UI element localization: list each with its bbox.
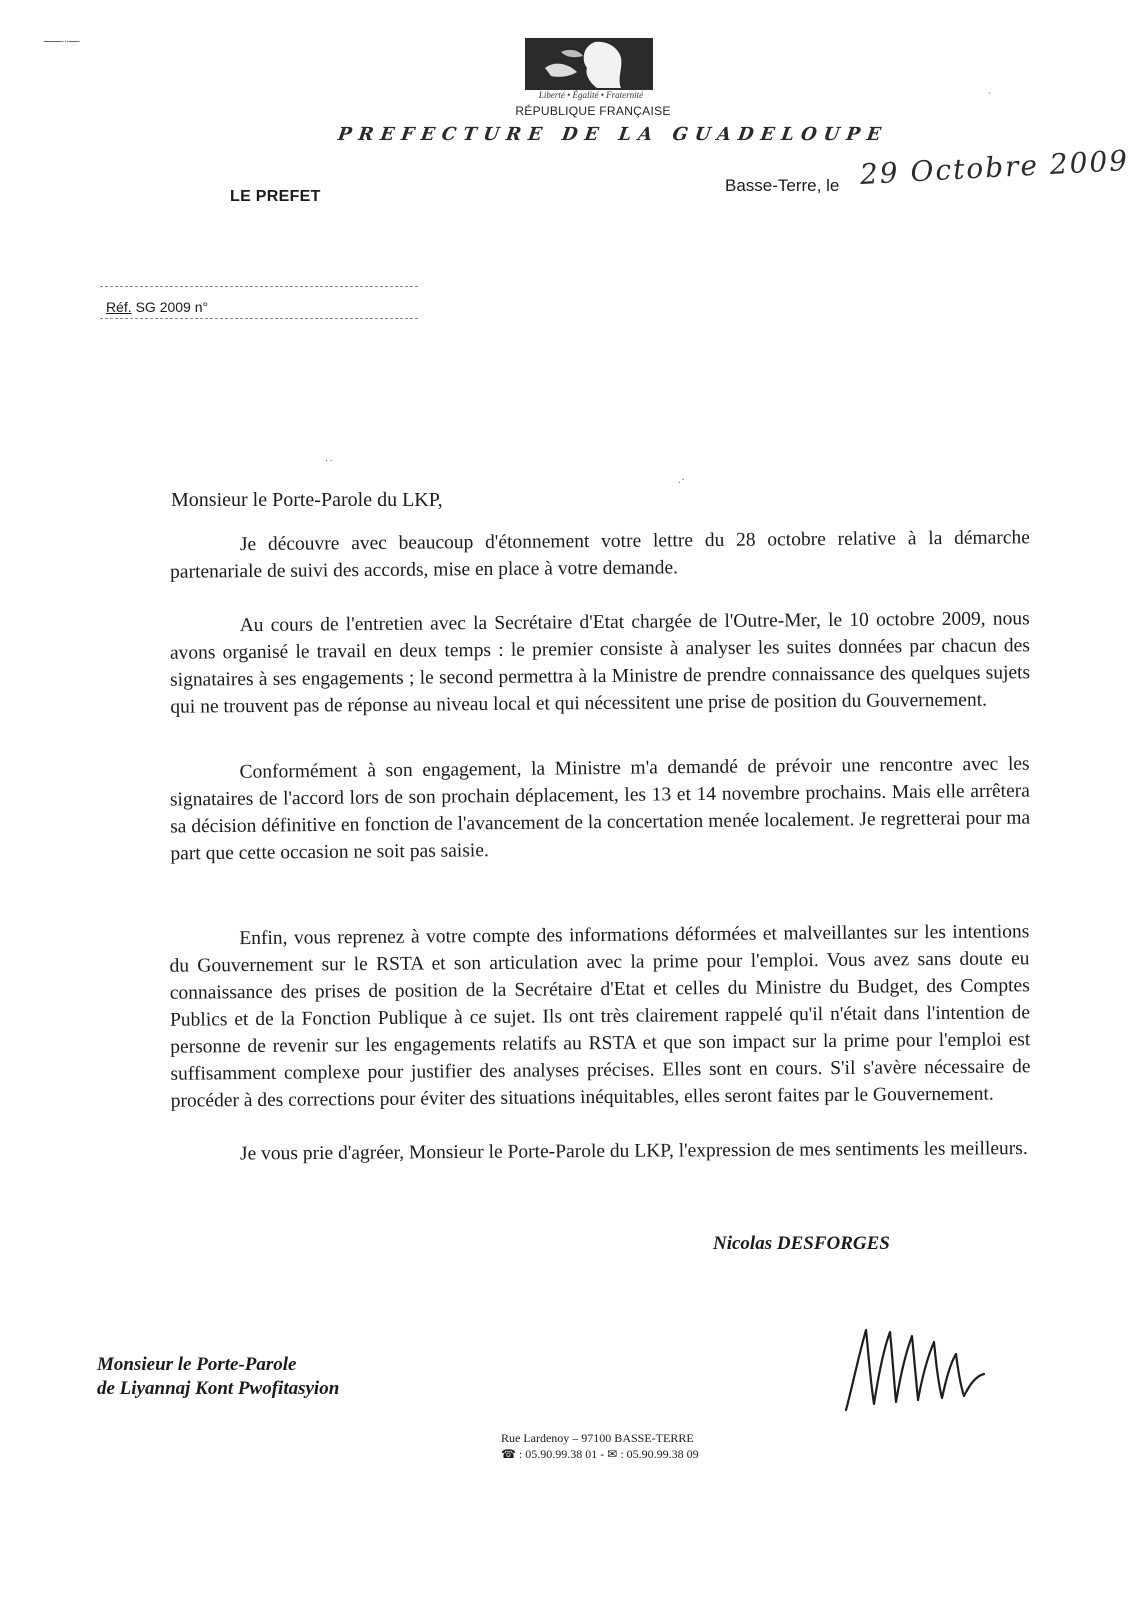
reference-number: SG 2009 n° (131, 299, 209, 315)
scan-speck: ·· (325, 456, 334, 467)
scan-speck: ـــ...ــــــ. (44, 34, 81, 45)
reference-prefix: Réf. (106, 299, 132, 315)
prefecture-heading: PREFECTURE DE LA GUADELOUPE (336, 124, 890, 145)
logo-motto: Liberté • Égalité • Fraternité (538, 90, 644, 100)
place-label: Basse-Terre, le (725, 176, 840, 195)
salutation: Monsieur le Porte-Parole du LKP, (171, 489, 443, 511)
footer-phone-fax: ☎ : 05.90.99.38 01 - ✉ : 05.90.99.38 09 (501, 1447, 699, 1461)
recipient-line: de Liyannaj Kont Pwofitasyion (97, 1378, 340, 1399)
letter-paragraph: Je vous prie d'agréer, Monsieur le Porte-Parole du LKP, l'expression de mes sentiments les meilleurs. (239, 1138, 1028, 1165)
signer-name: Nicolas DESFORGES (713, 1233, 890, 1254)
divider (100, 286, 418, 287)
sender-title: LE PREFET (230, 188, 321, 205)
letter-paragraph: Conformément à son engagement, la Ministre m'a demandé de prévoir une rencontre avec les signataires de l'accord lors de son prochain déplacement, les 13 et 14 novembre prochains. Mais elle arrêtera sa décision définitive en fonction de l'avancement de la concertation menée localement. Je regretterai pour ma part que cette occasion ne soit pas saisie. (169, 753, 1031, 865)
divider (100, 318, 418, 319)
footer-address: Rue Lardenoy – 97100 BASSE-TERRE (501, 1431, 694, 1445)
letter-paragraph: Enfin, vous reprenez à votre compte des informations déformées et malveillantes sur les intentions du Gouvernement sur le RSTA et son articulation avec la prime pour l'emploi. Vous avez sans doute eu connaissance des prises de position de la Secrétaire d'Etat et celles du Ministre du Budget, des Comptes Publics et de la Fonction Publique à ce sujet. Ils ont très clairement rappelé qu'il n'était dans l'intention de personne de revenir sur les engagements relatifs au RSTA et que son impact sur la prime pour l'emploi est suffisamment complexe pour justifier des analyses précises. Elles sont en cours. S'il s'avère nécessaire de procéder à des corrections pour éviter des situations inéquitables, elles seront faites par le Gouvernement. (169, 921, 1031, 1112)
letter-paragraph: Au cours de l'entretien avec la Secrétaire d'Etat chargée de l'Outre-Mer, le 10 octobre 2009, nous avons organisé le travail en deux temps : le premier consiste à analyser les suites données par chacun des signataires à ses engagements ; le second permettra à la Ministre de prendre connaissance des quelques sujets qui ne trouvent pas de réponse au niveau local et qui nécessitent une prise de position du Gouvernement. (169, 608, 1031, 718)
recipient-line: Monsieur le Porte-Parole (97, 1354, 297, 1375)
reference (106, 299, 208, 315)
marianne-logo-icon (525, 38, 653, 90)
letter-paragraph: Je découvre avec beaucoup d'étonnement votre lettre du 28 octobre relative à la démarche partenariale de suivi des accords, mise en place à votre demande. (170, 527, 1030, 583)
footer-block (501, 1430, 699, 1462)
handwritten-signature-icon (838, 1318, 988, 1423)
recipient-block (97, 1353, 339, 1401)
scan-speck: ` (988, 92, 993, 103)
scan-speck: .· (678, 475, 686, 486)
handwritten-date: 29 Octobre 2009 (859, 143, 1130, 191)
republique-francaise: RÉPUBLIQUE FRANÇAISE (515, 104, 671, 118)
